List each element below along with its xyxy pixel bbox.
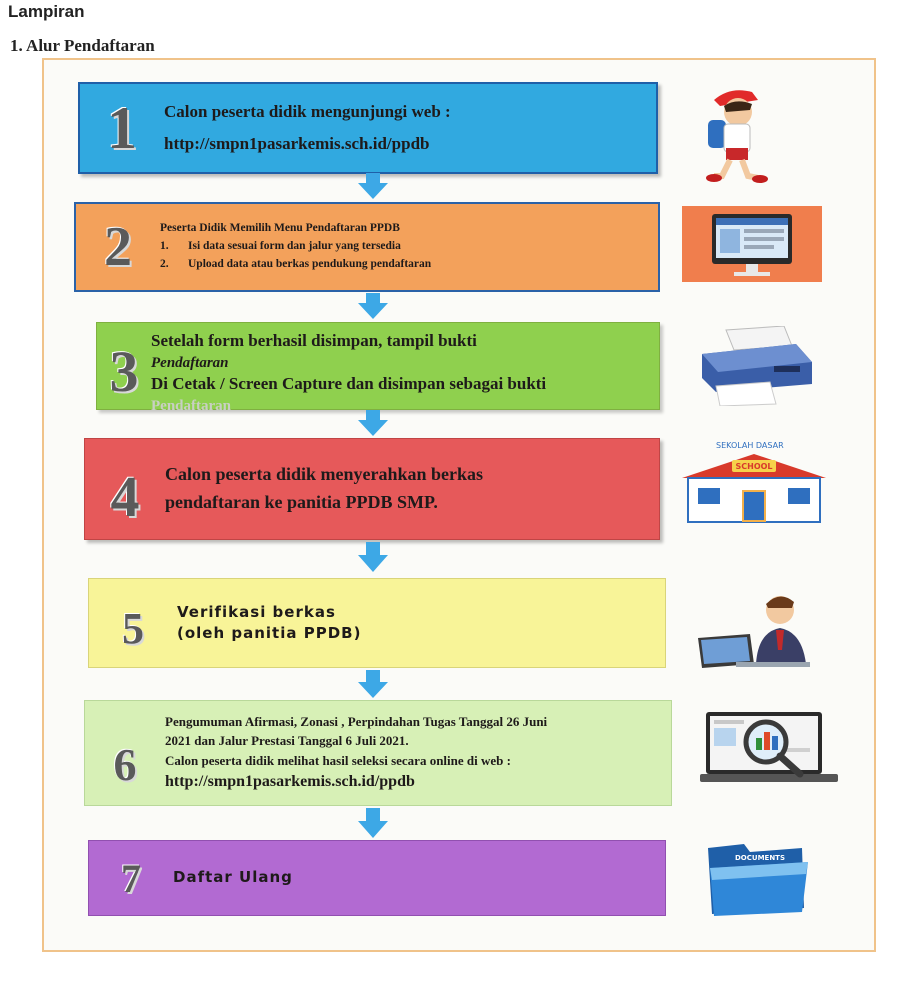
step-3-text-1: Setelah form berhasil disimpan, tampil bukti — [151, 330, 477, 350]
arrow-down-icon — [358, 410, 388, 436]
step-2-item-2-marker: 2. — [160, 257, 169, 270]
documents-folder-icon — [704, 838, 812, 918]
step-7-text: Daftar Ulang — [173, 868, 293, 887]
step-2-number: 2 — [104, 216, 132, 278]
step-7-box — [88, 840, 666, 916]
step-2-item-1 — [160, 238, 431, 256]
school-sign-text: SCHOOL — [735, 462, 773, 471]
step-5-text-2: (oleh panitia PPDB) — [177, 624, 362, 642]
step-2-item-2 — [160, 256, 431, 274]
step-4-number: 4 — [110, 463, 140, 529]
documents-folder-label: DOCUMENTS — [734, 854, 786, 862]
step-3-text-4: Pendaftaran — [151, 397, 231, 414]
school-building-icon — [672, 438, 836, 526]
step-1-url: http://smpn1pasarkemis.sch.id/ppdb — [164, 134, 430, 153]
arrow-down-icon — [358, 670, 388, 698]
arrow-down-icon — [358, 808, 388, 838]
step-4-text-2: pendaftaran ke panitia PPDB SMP. — [165, 492, 438, 512]
arrow-down-icon — [358, 173, 388, 199]
step-5-box — [88, 578, 666, 668]
step-2-box — [74, 202, 660, 292]
step-6-text-2: 2021 dan Jalur Prestasi Tanggal 6 Juli 2021. — [165, 733, 409, 749]
step-3-box — [96, 322, 660, 414]
step-4-box — [84, 438, 660, 540]
step-3-number: 3 — [109, 338, 139, 404]
step-6-text-1: Pengumuman Afirmasi, Zonasi , Perpindahan Tugas Tanggal 26 Juni — [165, 713, 548, 729]
printer-icon — [696, 326, 814, 406]
step-5-number: 5 — [122, 603, 144, 653]
step-1-text: Calon peserta didik mengunjungi web : — [164, 101, 451, 121]
step-2-item-1-marker: 1. — [160, 240, 169, 253]
step-2-item-2-text: Upload data atau berkas pendukung pendaftaran — [188, 257, 432, 270]
student-walking-icon — [700, 84, 790, 184]
step-6-box — [84, 700, 672, 806]
step-6-number: 6 — [113, 738, 137, 790]
step-3-text-2: Pendaftaran — [151, 354, 229, 371]
section-title: 1. Alur Pendaftaran — [10, 36, 155, 55]
school-banner-text: SEKOLAH DASAR — [716, 441, 784, 450]
step-3-text-3: Di Cetak / Screen Capture dan disimpan sebagai bukti — [151, 374, 547, 393]
step-4-text-1: Calon peserta didik menyerahkan berkas — [165, 464, 484, 485]
step-2-title: Peserta Didik Memilih Menu Pendaftaran PPDB — [160, 222, 400, 235]
step-6-text-3: Calon peserta didik melihat hasil seleksi secara online di web : — [165, 752, 511, 768]
officer-laptop-icon — [696, 588, 826, 670]
step-1-number: 1 — [107, 94, 137, 161]
step-2-item-1-text: Isi data sesuai form dan jalur yang tersedia — [188, 240, 401, 253]
step-6-url: http://smpn1pasarkemis.sch.id/ppdb — [165, 773, 415, 791]
computer-monitor-icon — [682, 206, 822, 282]
page-heading: Lampiran — [8, 2, 85, 21]
step-5-text-1: Verifikasi berkas — [177, 603, 336, 621]
step-7-number: 7 — [121, 855, 141, 901]
arrow-down-icon — [358, 293, 388, 319]
magnifier-screen-icon — [700, 708, 838, 784]
arrow-down-icon — [358, 542, 388, 572]
step-1-box — [78, 82, 658, 174]
